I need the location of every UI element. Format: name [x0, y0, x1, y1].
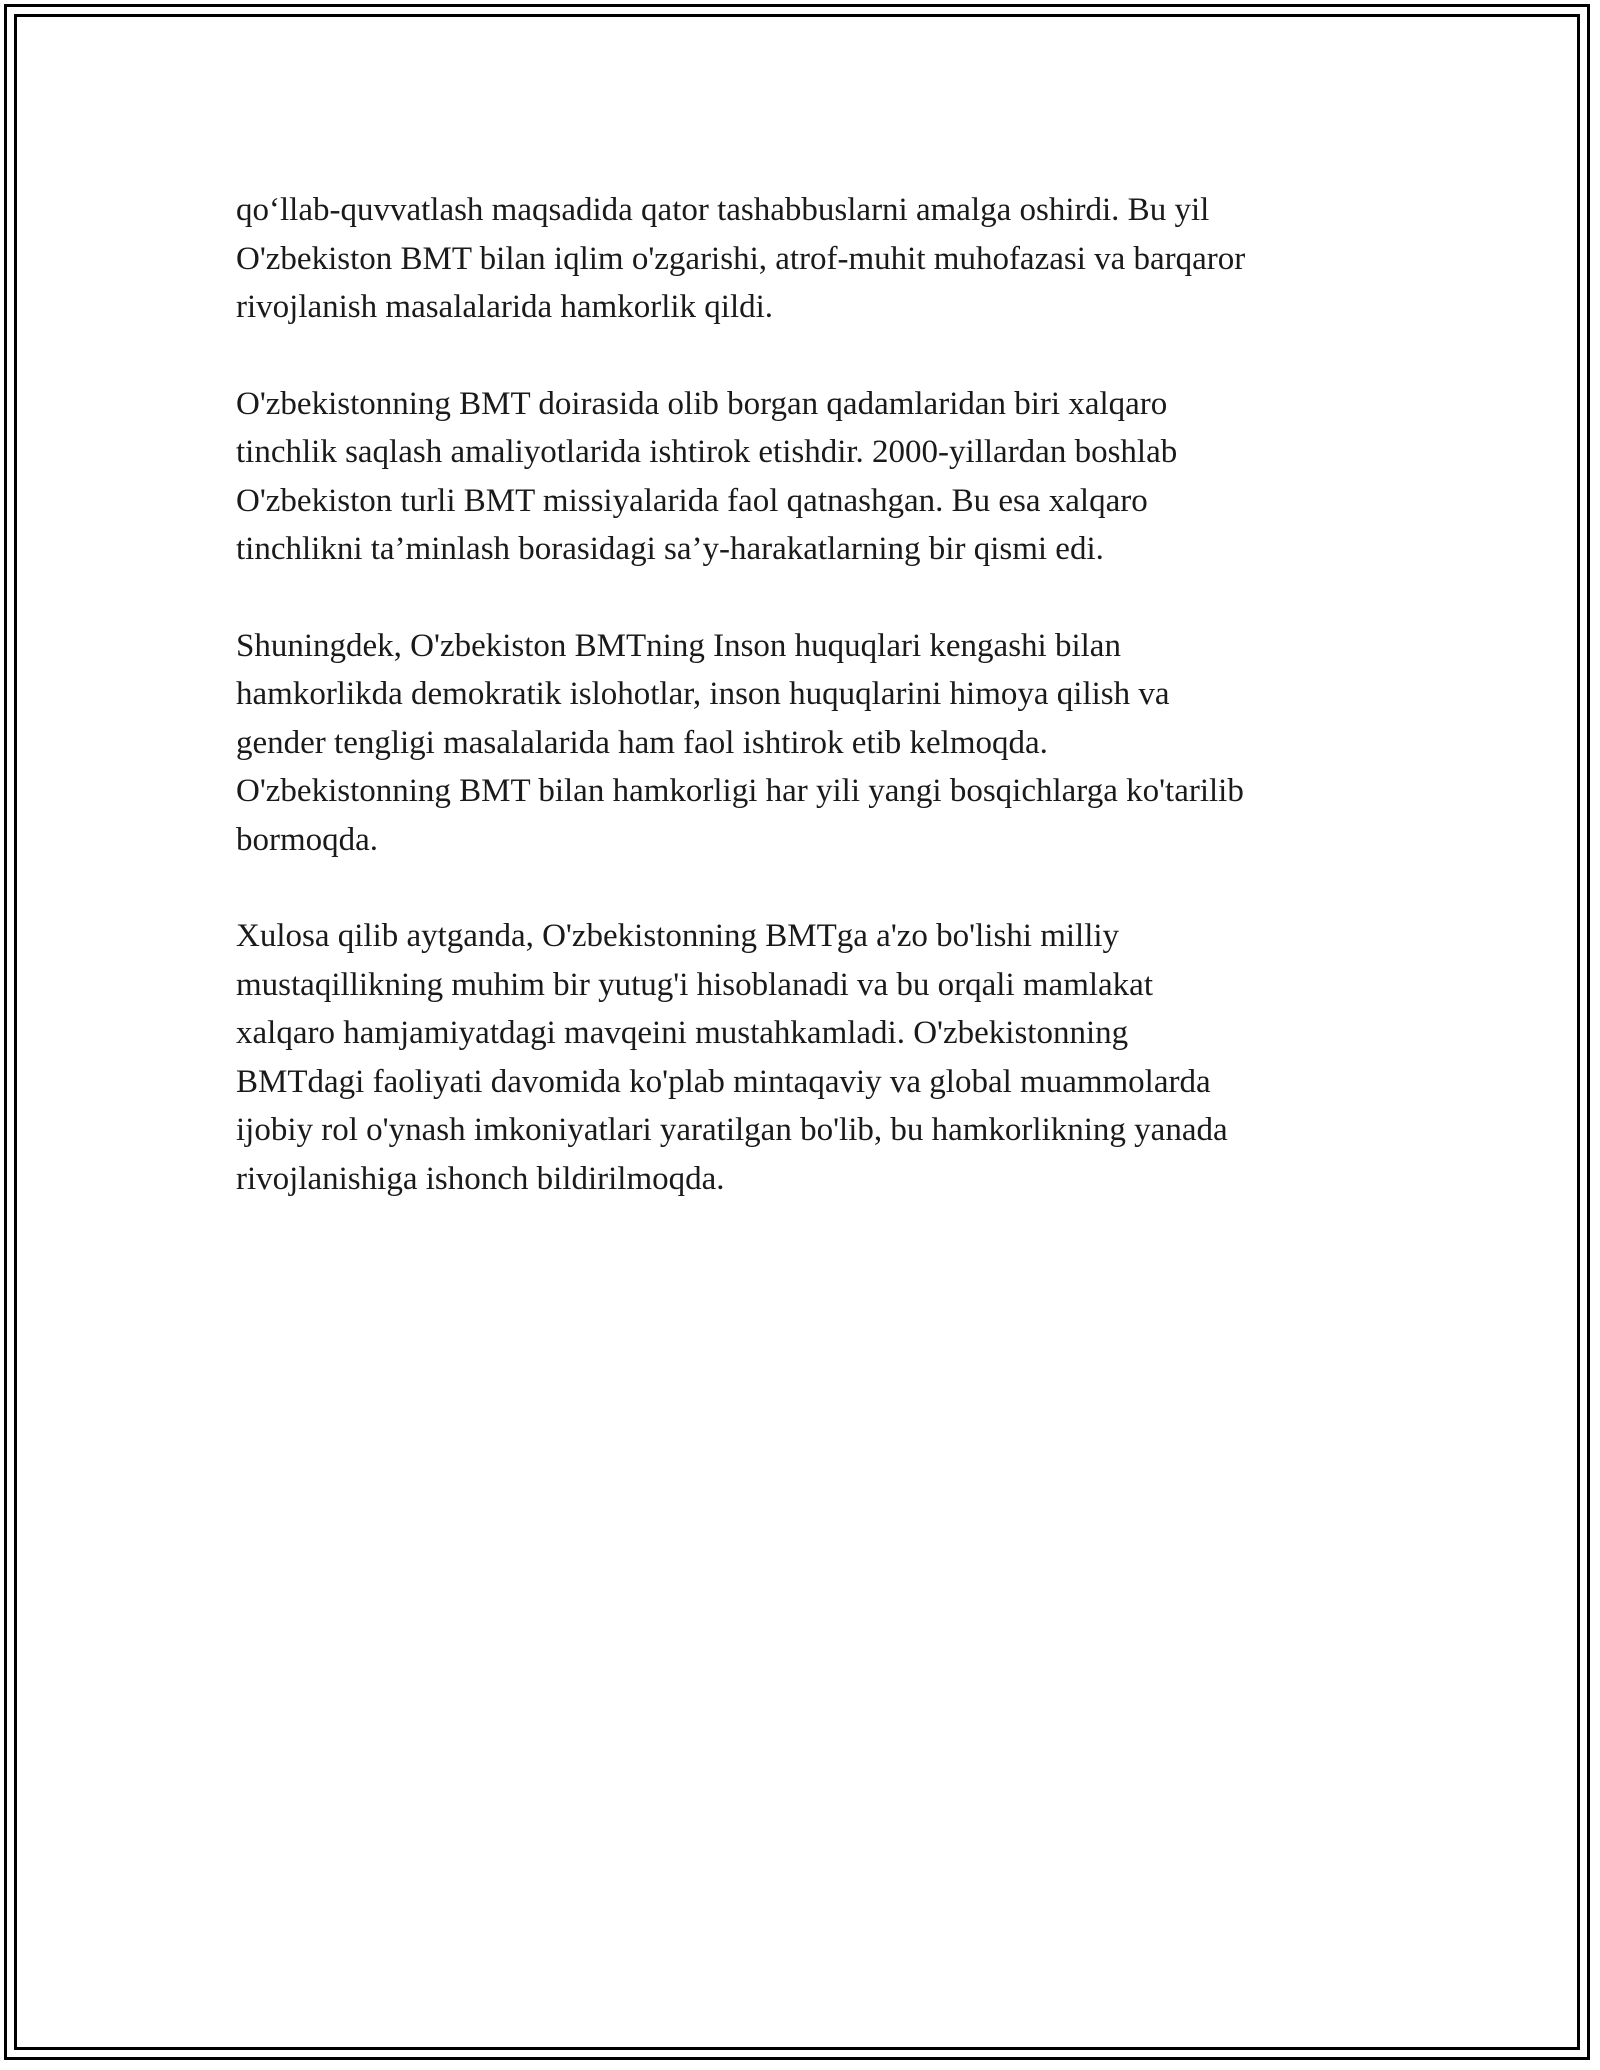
paragraph-4: Xulosa qilib aytganda, O'zbekistonning BMTga a'zo bo'lishi milliy mustaqillikning muhim bir yutug'i hisoblanadi va bu orqali mamlakat xalqaro hamjamiyatdagi mavqeini mustahkamladi. O'zbekistonning BMTdagi faoliyati davomida ko'plab mintaqaviy va global muammolarda ijobiy rol o'ynash imkoniyatlari yaratilgan bo'lib, bu hamkorlikning yanada rivojlanishiga ishonch bildirilmoqda. — [236, 918, 1228, 1197]
document-body — [236, 186, 1376, 1203]
paragraph-3: Shuningdek, O'zbekiston BMTning Inson huquqlari kengashi bilan hamkorlikda demokratik islohotlar, inson huquqlarini himoya qilish va gender tengligi masalalarida ham faol ishtirok etib kelmoqda. O'zbekistonning BMT bilan hamkorligi har yili yangi bosqichlarga ko'tarilib bormoqda. — [236, 627, 1244, 858]
paragraph-2: O'zbekistonning BMT doirasida olib borgan qadamlaridan biri xalqaro tinchlik saqlash amaliyotlarida ishtirok etishdir. 2000-yillardan boshlab O'zbekiston turli BMT missiyalarida faol qatnashgan. Bu esa xalqaro tinchlikni ta’minlash borasidagi sa’y-harakatlarning bir qismi edi. — [236, 385, 1178, 567]
paragraph-1: qo‘llab-quvvatlash maqsadida qator tashabbuslarni amalga oshirdi. Bu yil O'zbekiston BMT bilan iqlim o'zgarishi, atrof-muhit muhofazasi va barqaror rivojlanish masalalarida hamkorlik qildi. — [236, 192, 1246, 325]
